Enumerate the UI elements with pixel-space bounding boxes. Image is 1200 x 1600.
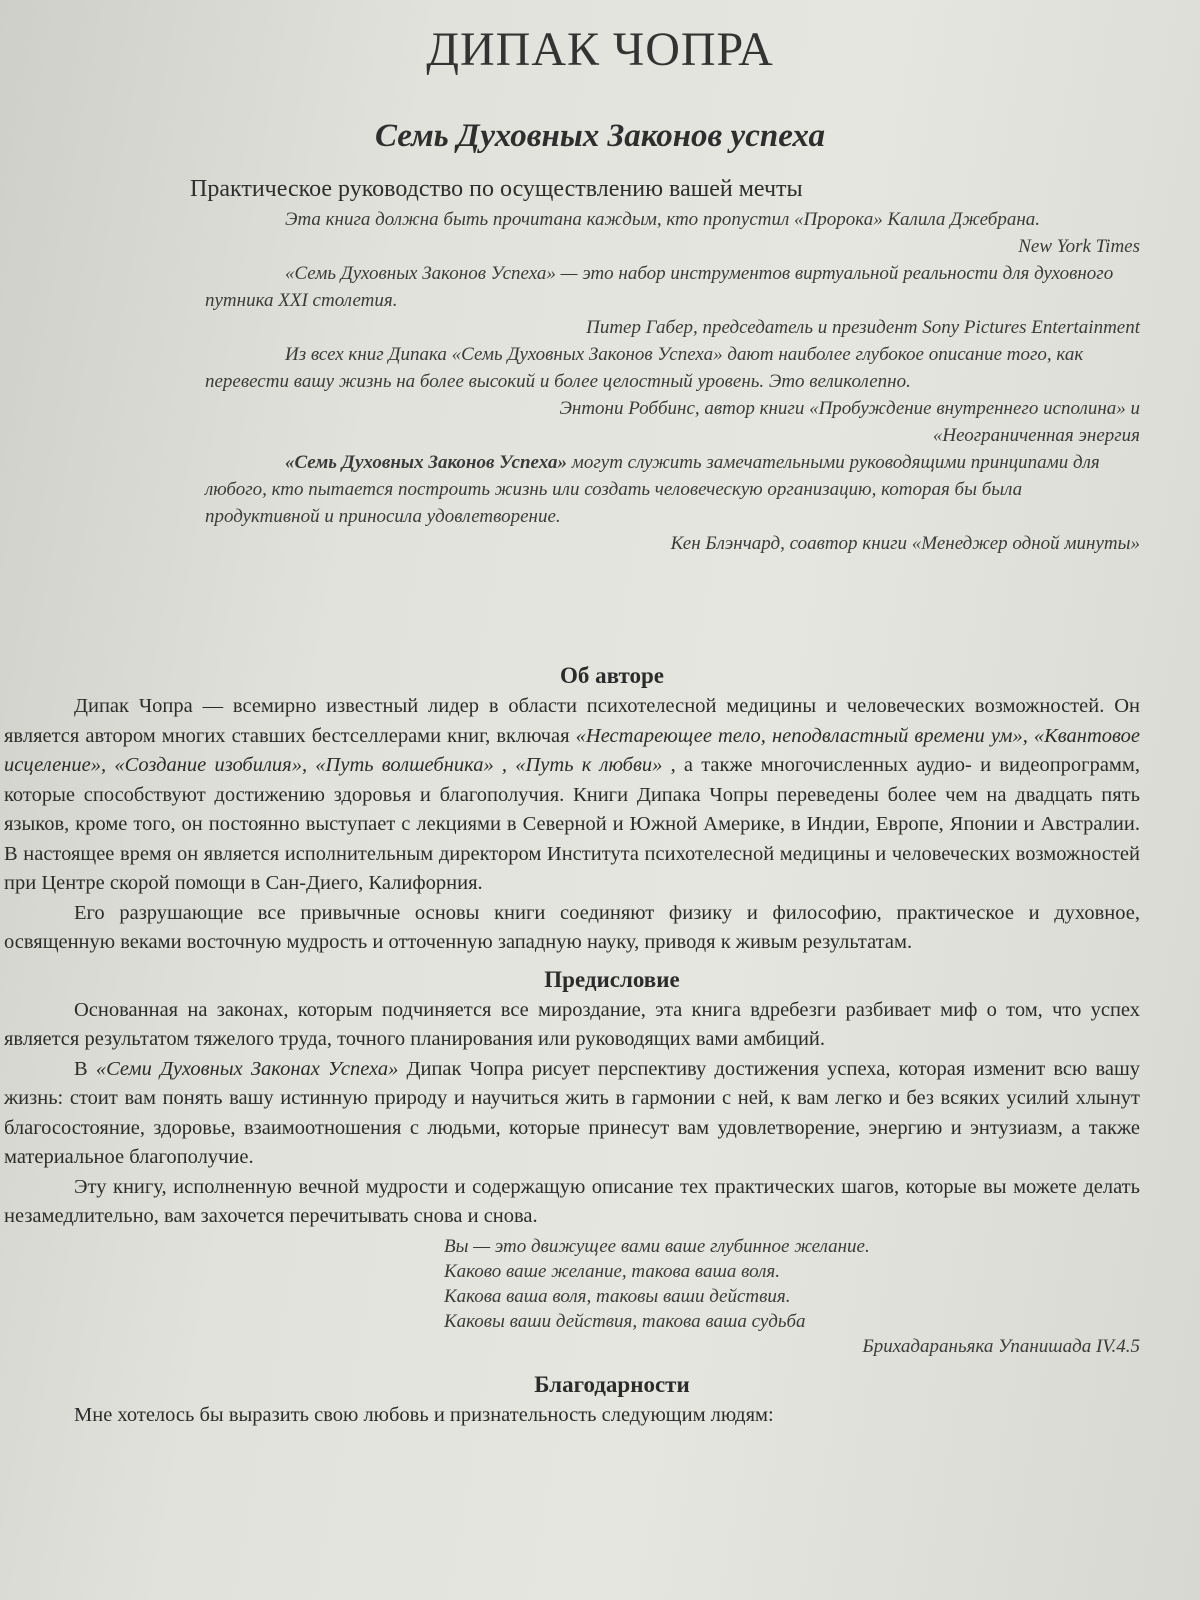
preface-paragraph: Эту книгу, исполненную вечной мудрости и содержащую описание тех практических шагов, которые вы можете делать незамедлительно, вам захочется перечитывать снова и снова. [4,1175,1140,1227]
praise-quote [205,449,1140,530]
section-heading-thanks: Благодарности [534,1371,690,1397]
book-subtitle: Практическое руководство по осуществлению вашей мечты [190,176,803,202]
preface-paragraph: Основанная на законах, которым подчиняется все мироздание, эта книга вдребезги разбивает миф о том, что успех является результатом тяжелого труда, точного планирования или руководящих вами амбиций. [4,998,1140,1050]
praise-source: Энтони Роббинс, автор книги «Пробуждение внутреннего исполина» и [559,398,1140,419]
body-text [4,660,1140,1430]
praise-quote: Эта книга должна быть прочитана каждым, кто пропустил «Пророка» Калила Джебрана. [285,209,1041,230]
book-author: ДИПАК ЧОПРА [426,23,774,76]
praise-source: Питер Габер, председатель и президент Sony Pictures Entertainment [586,317,1140,338]
verse-line: Какова ваша воля, таковы ваши действия. [444,1285,791,1307]
preface-paragraph [4,1055,1140,1173]
about-paragraph: Его разрушающие все привычные основы книги соединяют физику и философию, практическое и духовное, освященную веками восточную мудрость и отточенную западную науку, приводя к живым результатам. [4,901,1140,953]
verse-line: Вы — это движущее вами ваше глубинное желание. [444,1235,870,1257]
epigraph-verse [444,1234,1140,1334]
about-p1-part-b: , а также многочисленных аудио- и видеопрограмм, которые способствуют достижению здоровья и благополучия. Книги Дипака Чопры переведены более чем на двадцать пять языков, кроме того, он постоянно выступает с лекциями в Северной и Южной Америке, в Индии, Европе, Японии и Австралии. В настоящее время он является исполнительным директором Института психотелесной медицины и человеческих возможностей при Центре скорой помощи в Сан-Диего, Калифорния. [4,754,1140,894]
section-heading-about: Об авторе [560,663,664,688]
section-heading-preface: Предисловие [544,966,680,992]
verse-source: Брихадараньяка Упанишада IV.4.5 [862,1335,1140,1357]
praise-quote-bold: «Семь Духовных Законов Успеха» [285,452,567,473]
preface-p2-book-title: «Семи Духовных Законах Успеха» [95,1057,399,1080]
verse-line: Каково ваше желание, такова ваша воля. [444,1260,781,1282]
praise-quote-rest: могут служить замечательными руководящими принципами для любого, кто пытается построить жизнь или создать человеческую организацию, которая бы была продуктивной и приносила удовлетворение. [205,452,1100,527]
praise-section [205,206,1140,557]
preface-p2-part-a: В [74,1057,96,1080]
praise-quote: Из всех книг Дипака «Семь Духовных Законов Успеха» дают наиболее глубокое описание того, как перевести вашу жизнь на более высокий и более целостный уровень. Это великолепно. [205,344,1084,392]
praise-quote: «Семь Духовных Законов Успеха» — это набор инструментов виртуальной реальности для духовного путника XXI столетия. [205,263,1114,311]
preface-p2-part-b: Дипак Чопра рисует перспективу достижения успеха, которая изменит всю вашу жизнь: стоит вам понять вашу истинную природу и научиться жить в гармонии с ней, к вам легко и без всяких усилий хлынут благосостояние, здоровье, взаимоотношения с людьми, которые принесут вам удовлетворение, энергию и энтузиазм, а также материальное благополучие. [4,1057,1140,1168]
praise-source: Кен Блэнчард, соавтор книги «Менеджер одной минуты» [670,533,1140,554]
about-p1-book-titles: «Нестареющее тело, неподвластный времени ум», «Квантовое исцеление», «Создание изобилия», «Путь волшебника» , «Путь к любви» [4,724,1140,776]
verse-line: Каковы ваши действия, такова ваша судьба [444,1310,806,1332]
praise-source-continued: «Неограниченная энергия [932,425,1140,446]
thanks-paragraph: Мне хотелось бы выразить свою любовь и признательность следующим людям: [74,1403,774,1426]
about-paragraph [4,692,1140,899]
about-p1-part-a: Дипак Чопра — всемирно известный лидер в области психотелесной медицины и человеческих возможностей. Он является автором многих ставших бестселлерами книг, включая [4,695,1140,747]
praise-source: New York Times [1018,236,1140,257]
book-title: Семь Духовных Законов успеха [375,118,825,154]
